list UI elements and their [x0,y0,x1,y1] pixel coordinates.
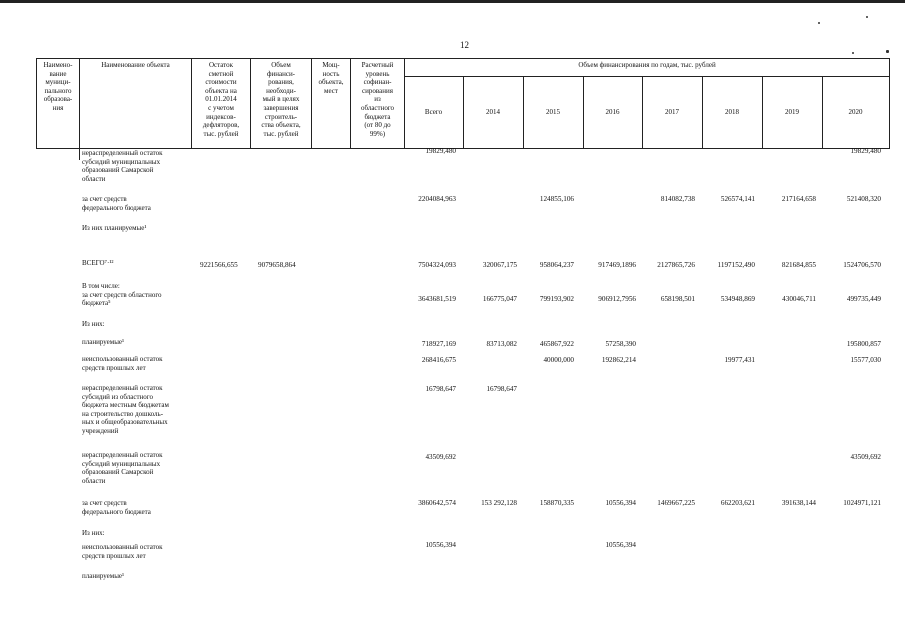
funding-value: 19829,480 [850,147,881,155]
scan-speck [852,52,854,54]
funding-value: 465867,922 [539,340,574,348]
funding-value: 1197152,490 [717,261,755,269]
funding-value: 158870,335 [539,499,574,507]
funding-value: 19977,431 [724,356,755,364]
row-label: В том числе: за счет средств областного бюджета⁵ [82,282,162,308]
header-remaining-cost: Остаток сметной стоимости объекта на 01.01.2014 с учетом индексов- дефляторов, тыс. рублей [202,61,240,138]
row-label: нераспределенный остаток субсидий муниципальных образований Самарской области [82,451,163,485]
header-funding-by-year: Объем финансирования по годам, тыс. рублей [578,61,716,69]
header-group-rule [404,76,890,77]
funding-value: 16798,647 [425,385,456,393]
funding-value: 7504324,093 [418,261,456,269]
funding-value: 534948,869 [720,295,755,303]
funding-value: 2127865,726 [657,261,695,269]
header-year-2018: 2018 [725,108,739,116]
funding-value: 195800,857 [846,340,881,348]
funding-value: 83713,082 [486,340,517,348]
row-label: неиспользованный остаток средств прошлых лет [82,355,163,372]
funding-value: 2204084,963 [418,195,456,203]
scan-speck [866,16,868,18]
funding-value: 3860642,574 [418,499,456,507]
row-label: планируемые¹ [82,338,125,346]
funding-value: 43509,692 [425,453,456,461]
row-label: за счет средств федерального бюджета [82,195,151,212]
header-object-name: Наименование объекта [101,61,170,69]
funding-value: 499735,449 [846,295,881,303]
funding-value: 1524706,570 [843,261,881,269]
header-top-rule [36,58,890,59]
funding-value: 430046,711 [782,295,816,303]
header-year-total: Всего [424,108,443,116]
funding-value: 1469667,225 [657,499,695,507]
row-label: нераспределенный остаток субсидий из областного бюджета местным бюджетам на строительство дошколь- ных и общеобразовательных учреждений [82,384,169,435]
header-year-2014: 2014 [486,108,500,116]
funding-value: 521408,320 [846,195,881,203]
row-label: Из них планируемые¹ [82,224,147,232]
funding-value: 821684,855 [781,261,816,269]
header-divider [404,58,405,149]
top-border [0,0,905,3]
header-cofinancing-level: Расчетный уровень софинан- сирования из областного бюджета (от 80 до 99%) [360,61,395,138]
row-label: неиспользованный остаток средств прошлых лет [82,543,163,560]
funding-value: 16798,647 [486,385,517,393]
funding-value: 658198,501 [660,295,695,303]
header-year-2015: 2015 [546,108,560,116]
funding-value: 10556,394 [605,499,636,507]
funding-value: 10556,394 [425,541,456,549]
funding-value: 320067,175 [482,261,517,269]
funding-value: 391638,144 [781,499,816,507]
funding-value: 917469,1896 [598,261,636,269]
header-divider [79,58,80,149]
funding-value: 57258,390 [605,340,636,348]
funding-value: 192862,214 [601,356,636,364]
funding-value: 1024971,121 [843,499,881,507]
header-year-2016: 2016 [605,108,620,116]
funding-value: 19829,480 [425,147,456,155]
funding-value: 906912,7956 [598,295,636,303]
funding-value: 526574,141 [720,195,755,203]
row-label: ВСЕГО⁷·¹² [82,259,114,267]
row-label: нераспределенный остаток субсидий муниципальных образований Самарской области [82,149,163,183]
funding-value: 43509,692 [850,453,881,461]
scan-speck [886,50,889,53]
funding-value: 15577,030 [850,356,881,364]
funding-value: 814082,738 [660,195,695,203]
funding-value: 799193,902 [539,295,574,303]
funding-value: 10556,394 [605,541,636,549]
funding-value: 268416,675 [421,356,456,364]
scan-speck [818,22,820,24]
header-year-2020: 2020 [848,108,863,116]
row-label: планируемые¹ [82,572,125,580]
funding-value: 662203,621 [720,499,755,507]
header-year-2017: 2017 [665,108,679,116]
header-capacity: Мощ- ность объекта, мест [318,61,344,95]
funding-value: 40000,000 [543,356,574,364]
remaining-cost-value: 9221566,655 [200,261,238,269]
page-number: 12 [460,40,469,50]
funding-value: 124855,106 [539,195,574,203]
row-label: за счет средств федерального бюджета [82,499,151,516]
funding-value: 718927,169 [421,340,456,348]
header-municipality: Наимено- вание муници- пального образова- ния [43,61,73,112]
header-divider [889,58,890,149]
header-funding-volume: Объем финанси- рования, необходи- мый в целях завершения строитель- ства объекта, тыс. рублей [261,61,301,138]
row-label: Из них: [82,529,105,537]
funding-volume-value: 9079658,864 [258,261,296,269]
funding-value: 217164,658 [781,195,816,203]
row-label: Из них: [82,320,105,328]
funding-value: 958064,237 [539,261,574,269]
header-year-2019: 2019 [785,108,799,116]
header-divider [79,148,80,160]
funding-value: 166775,047 [482,295,517,303]
funding-value: 153 292,128 [481,499,517,507]
funding-value: 3643681,519 [418,295,456,303]
